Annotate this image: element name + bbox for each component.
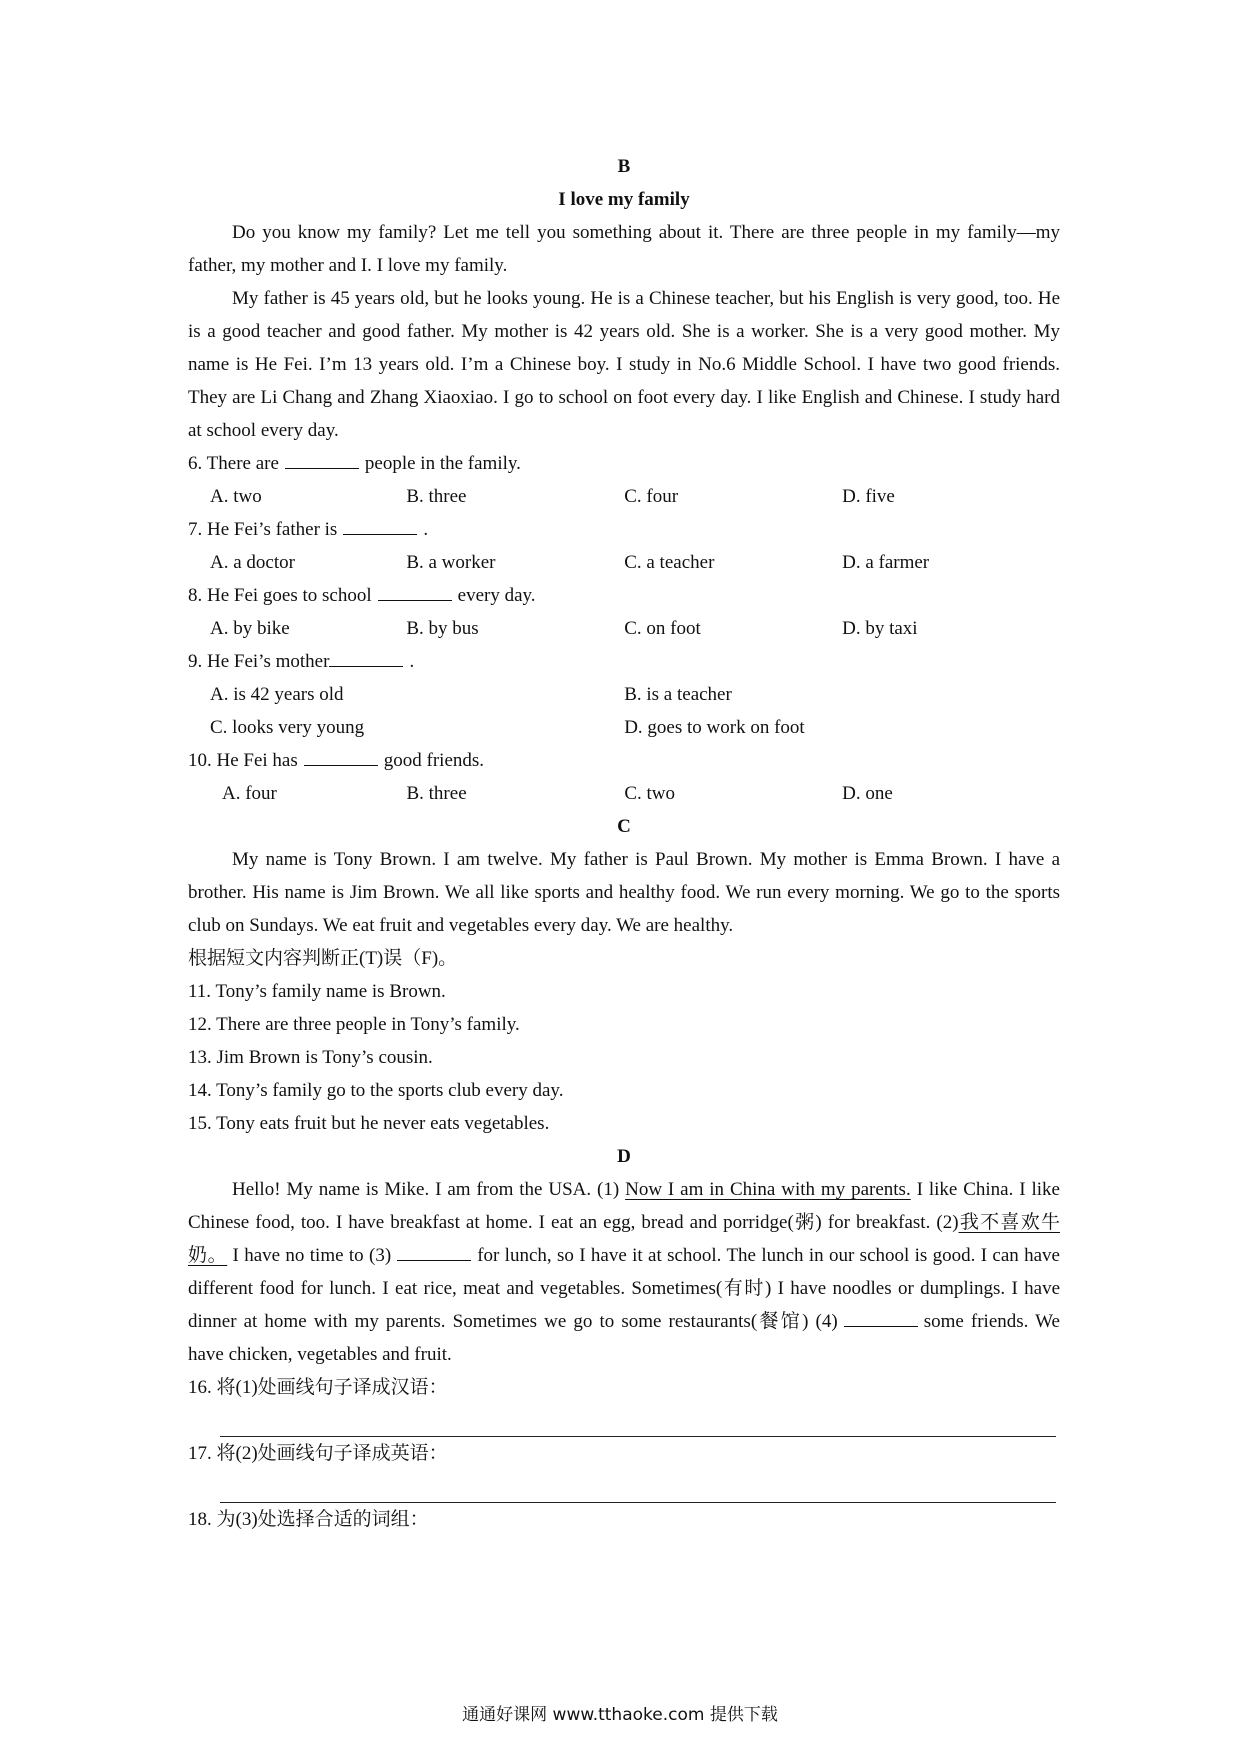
- underlined-sentence-2: 我不喜欢牛奶。: [188, 1212, 1060, 1266]
- question-17: 17. 将(2)处画线句子译成英语：: [188, 1443, 448, 1464]
- question-9-stem: 9. He Fei’s mother: [188, 651, 330, 672]
- answer-blank[interactable]: [343, 514, 417, 535]
- question-9: [188, 645, 1060, 678]
- statement-13: 13. Jim Brown is Tony’s cousin.: [188, 1047, 433, 1068]
- question-16: 16. 将(1)处画线句子译成汉语：: [188, 1377, 448, 1398]
- footer-source: 通通好课网 www.tthaoke.com 提供下载: [462, 1705, 778, 1725]
- section-b-passage: [188, 216, 1060, 447]
- question-10-options: [188, 777, 1060, 810]
- option-c[interactable]: C. four: [624, 486, 679, 507]
- question-7-stem: 7. He Fei’s father is: [188, 519, 338, 540]
- question-18: 18. 为(3)处选择合适的词组：: [188, 1509, 429, 1530]
- section-c-instruction: 根据短文内容判断正(T)误（F)。: [188, 948, 458, 969]
- worksheet-page: [188, 150, 1060, 1536]
- section-b-title: I love my family: [558, 189, 690, 210]
- section-d-passage: [188, 1173, 1060, 1371]
- blank-3[interactable]: [397, 1240, 471, 1261]
- question-8-tail: every day.: [457, 585, 536, 606]
- question-7: [188, 513, 1060, 546]
- question-6-tail: people in the family.: [364, 453, 521, 474]
- section-c-letter: C: [617, 816, 631, 837]
- option-d[interactable]: D. by taxi: [842, 618, 918, 639]
- statement-11: 11. Tony’s family name is Brown.: [188, 981, 446, 1002]
- answer-blank[interactable]: [329, 646, 403, 667]
- option-c[interactable]: C. on foot: [624, 618, 701, 639]
- option-b[interactable]: B. is a teacher: [624, 684, 732, 705]
- answer-blank[interactable]: [304, 745, 378, 766]
- option-a[interactable]: A. two: [210, 486, 262, 507]
- question-10-stem: 10. He Fei has: [188, 750, 298, 771]
- option-a[interactable]: A. four: [222, 783, 277, 804]
- question-10: [188, 744, 1060, 777]
- option-d[interactable]: D. goes to work on foot: [624, 717, 805, 738]
- question-7-options: [188, 546, 1060, 579]
- question-8-options: [188, 612, 1060, 645]
- answer-blank[interactable]: [285, 448, 359, 469]
- section-d-paragraph: Hello! My name is Mike. I am from the USA. (1) Now I am in China with my parents. I like China. I like Chinese food, too. I have breakfast at home. I eat an egg, bread and porridge(粥) for breakfast. (2)我不喜欢牛奶。 I have no time to (3) for lunch, so I have it at school. The lunch in our school is good. I can have different food for lunch. I eat rice, meat and vegetables. Sometimes(有时) I have noodles or dumplings. I have dinner at home with my parents. Sometimes we go to some restaurants(餐馆) (4) some friends. We have chicken, vegetables and fruit.: [188, 1179, 1060, 1365]
- option-d[interactable]: D. a farmer: [842, 552, 930, 573]
- answer-line-17[interactable]: [220, 1470, 1056, 1503]
- option-b[interactable]: B. three: [406, 783, 467, 804]
- question-9-options-row-1: [188, 678, 1060, 711]
- question-6: [188, 447, 1060, 480]
- option-a[interactable]: A. by bike: [210, 618, 290, 639]
- question-8-stem: 8. He Fei goes to school: [188, 585, 372, 606]
- section-c-paragraph: My name is Tony Brown. I am twelve. My father is Paul Brown. My mother is Emma Brown. I have a brother. His name is Jim Brown. We all like sports and healthy food. We run every morning. We go to the sports club on Sundays. We eat fruit and vegetables every day. We are healthy.: [188, 849, 1060, 936]
- option-b[interactable]: B. by bus: [406, 618, 479, 639]
- section-b-letter: B: [617, 156, 631, 177]
- option-a[interactable]: A. a doctor: [210, 552, 295, 573]
- blank-4[interactable]: [844, 1306, 918, 1327]
- section-d-letter: D: [617, 1146, 631, 1167]
- answer-blank[interactable]: [378, 580, 452, 601]
- option-a[interactable]: A. is 42 years old: [210, 684, 344, 705]
- question-6-options: [188, 480, 1060, 513]
- answer-line-16[interactable]: [220, 1404, 1056, 1437]
- section-b-paragraph-2: My father is 45 years old, but he looks young. He is a Chinese teacher, but his English is very good, too. He is a good teacher and good father. My mother is 42 years old. She is a worker. She is a very good mother. My name is He Fei. I’m 13 years old. I’m a Chinese boy. I study in No.6 Middle School. I have two good friends. They are Li Chang and Zhang Xiaoxiao. I go to school on foot every day. I like English and Chinese. I study hard at school every day.: [188, 288, 1060, 441]
- underlined-sentence-1: Now I am in China with my parents.: [625, 1179, 911, 1200]
- question-7-tail: .: [423, 519, 429, 540]
- question-6-stem: 6. There are: [188, 453, 279, 474]
- question-9-options-row-2: [188, 711, 1060, 744]
- question-10-tail: good friends.: [383, 750, 485, 771]
- section-b-paragraph-1: Do you know my family? Let me tell you something about it. There are three people in my family—my father, my mother and I. I love my family.: [188, 222, 1060, 276]
- option-d[interactable]: D. five: [842, 486, 895, 507]
- statement-14: 14. Tony’s family go to the sports club every day.: [188, 1080, 564, 1101]
- question-9-tail: .: [409, 651, 415, 672]
- option-b[interactable]: B. three: [406, 486, 467, 507]
- section-c-passage: [188, 843, 1060, 942]
- option-c[interactable]: C. two: [624, 783, 676, 804]
- statement-12: 12. There are three people in Tony’s family.: [188, 1014, 520, 1035]
- question-8: [188, 579, 1060, 612]
- option-c[interactable]: C. looks very young: [210, 717, 365, 738]
- statement-15: 15. Tony eats fruit but he never eats vegetables.: [188, 1113, 550, 1134]
- option-b[interactable]: B. a worker: [406, 552, 496, 573]
- option-d[interactable]: D. one: [842, 783, 893, 804]
- option-c[interactable]: C. a teacher: [624, 552, 715, 573]
